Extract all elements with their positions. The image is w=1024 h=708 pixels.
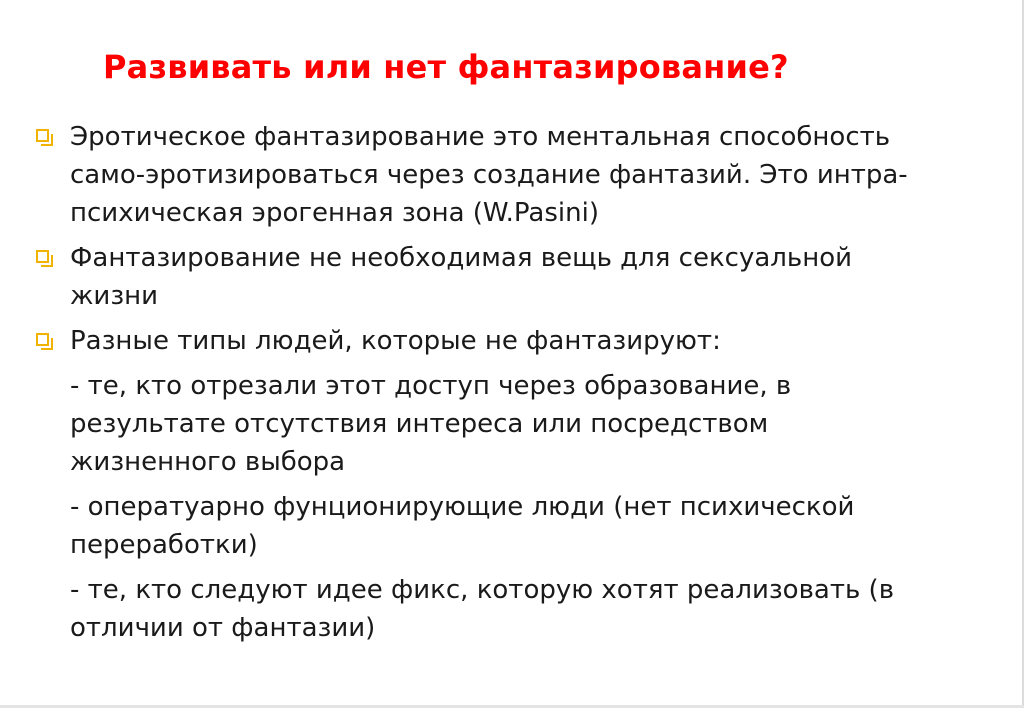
sub-item-text-line: отличии от фантазии) bbox=[70, 613, 376, 643]
slide-title: Развивать или нет фантазирование? bbox=[103, 48, 789, 86]
slide-content bbox=[34, 118, 1004, 654]
square-bullet-icon bbox=[36, 250, 49, 263]
bullet-item-1 bbox=[34, 118, 1004, 232]
sub-item-1 bbox=[34, 367, 1004, 481]
bullet-text-line: само-эротизироваться через создание фантазий. Это интра- bbox=[70, 160, 908, 190]
sub-item-text-line: переработки) bbox=[70, 530, 258, 560]
bullet-text-line: Фантазирование не необходимая вещь для сексуальной bbox=[70, 243, 853, 273]
sub-item-text-line: - те, кто отрезали этот доступ через образование, в bbox=[70, 371, 792, 401]
sub-item-3 bbox=[34, 571, 1004, 647]
bullet-text-line: жизни bbox=[70, 281, 159, 311]
bullet-text-line: Разные типы людей, которые не фантазируют: bbox=[70, 326, 721, 356]
sub-item-2 bbox=[34, 488, 1004, 564]
bullet-item-2 bbox=[34, 239, 1004, 315]
bullet-item-3 bbox=[34, 322, 1004, 360]
sub-item-text-line: - те, кто следуют идее фикс, которую хотят реализовать (в bbox=[70, 575, 895, 605]
bullet-text-line: Эротическое фантазирование это ментальная способность bbox=[70, 122, 891, 152]
sub-item-text-line: жизненного выбора bbox=[70, 447, 346, 477]
sub-item-text-line: - оператуарно фунционирующие люди (нет психической bbox=[70, 492, 855, 522]
sub-item-text-line: результате отсутствия интереса или посредством bbox=[70, 409, 769, 439]
bullet-text-line: психическая эрогенная зона (W.Pasini) bbox=[70, 198, 599, 228]
square-bullet-icon bbox=[36, 129, 49, 142]
square-bullet-icon bbox=[36, 333, 49, 346]
